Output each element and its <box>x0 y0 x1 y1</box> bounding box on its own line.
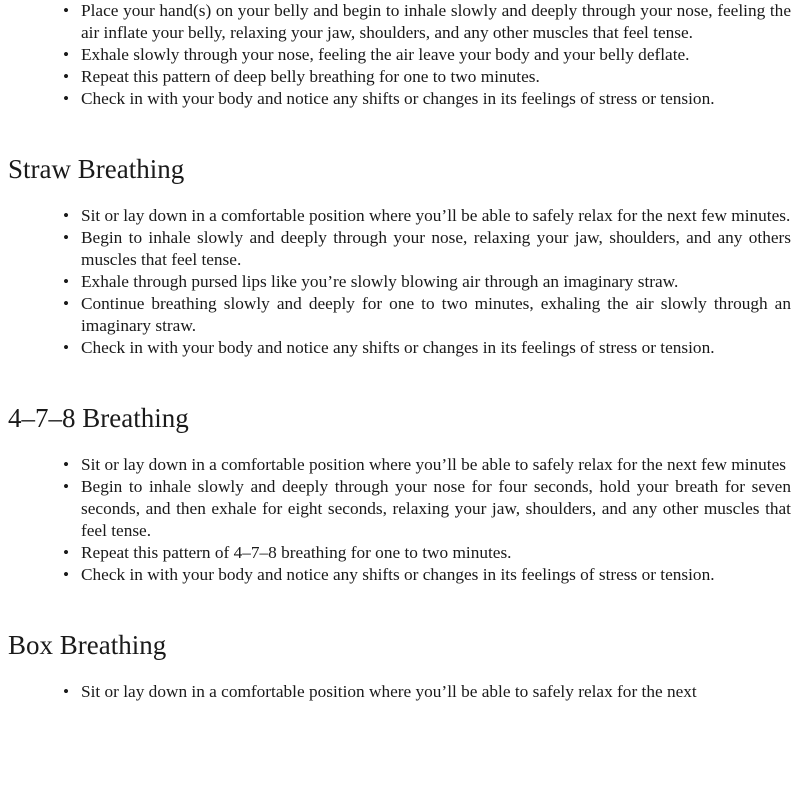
list-item: • Check in with your body and notice any shifts or changes in its feelings of stress or tension. <box>81 337 791 359</box>
box-breathing-steps <box>0 681 800 703</box>
list-item: • Repeat this pattern of deep belly breathing for one to two minutes. <box>81 66 791 88</box>
list-item: • Sit or lay down in a comfortable position where you’ll be able to safely relax for the next few minutes. <box>81 205 791 227</box>
section-title-478-breathing: 4–7–8 Breathing <box>8 403 189 433</box>
list-item: • Check in with your body and notice any shifts or changes in its feelings of stress or tension. <box>81 564 791 586</box>
list-item: • Repeat this pattern of 4–7–8 breathing for one to two minutes. <box>81 542 791 564</box>
list-item: • Begin to inhale slowly and deeply through your nose for four seconds, hold your breath for seven seconds, and then exhale for eight seconds, relaxing your jaw, shoulders, and any other muscles that feel tense. <box>81 476 791 542</box>
478-breathing-steps <box>0 454 800 586</box>
list-item: • Continue breathing slowly and deeply for one to two minutes, exhaling the air slowly through an imaginary straw. <box>81 293 791 337</box>
list-item: • Check in with your body and notice any shifts or changes in its feelings of stress or tension. <box>81 88 791 110</box>
list-item: • Sit or lay down in a comfortable position where you’ll be able to safely relax for the next few minutes <box>81 454 791 476</box>
straw-breathing-steps <box>0 205 800 359</box>
list-item: • Place your hand(s) on your belly and begin to inhale slowly and deeply through your nose, feeling the air inflate your belly, relaxing your jaw, shoulders, and any other muscles that feel tense. <box>81 0 791 44</box>
section-title-straw-breathing: Straw Breathing <box>8 154 185 184</box>
list-item: • Exhale through pursed lips like you’re slowly blowing air through an imaginary straw. <box>81 271 791 293</box>
list-item: • Begin to inhale slowly and deeply through your nose, relaxing your jaw, shoulders, and any others muscles that feel tense. <box>81 227 791 271</box>
list-item: • Exhale slowly through your nose, feeling the air leave your body and your belly deflate. <box>81 44 791 66</box>
belly-breathing-steps <box>0 0 800 110</box>
list-item: • Sit or lay down in a comfortable position where you’ll be able to safely relax for the next <box>81 681 791 703</box>
section-title-box-breathing: Box Breathing <box>8 630 167 660</box>
